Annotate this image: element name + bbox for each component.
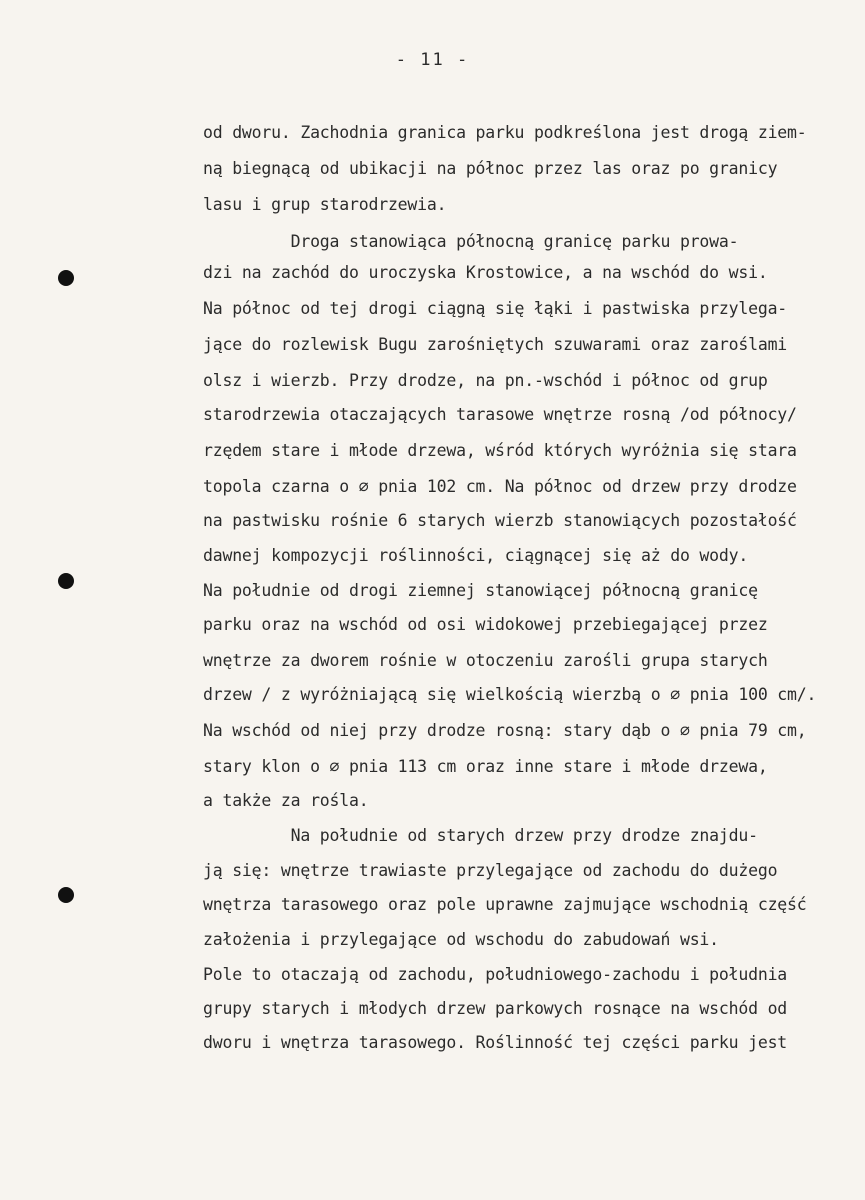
- text-line: od dworu. Zachodnia granica parku podkreślona jest drogą ziem-: [203, 123, 807, 142]
- text-line: rzędem stare i młode drzewa, wśród których wyróżnia się stara: [203, 441, 797, 460]
- text-line: Na północ od tej drogi ciągną się łąki i pastwiska przylega-: [203, 299, 788, 318]
- punch-hole-middle: [58, 573, 74, 589]
- text-line: na pastwisku rośnie 6 starych wierzb stanowiących pozostałość: [203, 511, 797, 530]
- text-line: parku oraz na wschód od osi widokowej przebiegającej przez: [203, 615, 768, 634]
- text-line: Na południe od drogi ziemnej stanowiącej północną granicę: [203, 581, 758, 600]
- text-line: dworu i wnętrza tarasowego. Roślinność tej części parku jest: [203, 1033, 788, 1052]
- text-line: dzi na zachód do uroczyska Krostowice, a na wschód do wsi.: [203, 263, 768, 282]
- text-line: stary klon o ∅ pnia 113 cm oraz inne stare i młode drzewa,: [203, 757, 768, 776]
- page-number: - 11 -: [395, 50, 470, 70]
- text-line: dawnej kompozycji roślinności, ciągnącej się aż do wody.: [203, 546, 749, 565]
- text-line: drzew / z wyróżniającą się wielkością wierzbą o ∅ pnia 100 cm/.: [203, 685, 817, 704]
- text-line: Pole to otaczają od zachodu, południowego-zachodu i południa: [203, 965, 788, 984]
- text-line: założenia i przylegające od wschodu do zabudowań wsi.: [203, 930, 719, 949]
- text-line: wnętrza tarasowego oraz pole uprawne zajmujące wschodnią część: [203, 895, 807, 914]
- text-line: wnętrze za dworem rośnie w otoczeniu zarośli grupa starych: [203, 651, 768, 670]
- text-line: grupy starych i młodych drzew parkowych rosnące na wschód od: [203, 999, 788, 1018]
- text-line: starodrzewia otaczających tarasowe wnętrze rosną /od północy/: [203, 405, 797, 424]
- text-line: topola czarna o ∅ pnia 102 cm. Na północ od drzew przy drodze: [203, 477, 797, 496]
- text-line: olsz i wierzb. Przy drodze, na pn.-wschód i północ od grup: [203, 371, 768, 390]
- text-line: ją się: wnętrze trawiaste przylegające od zachodu do dużego: [203, 861, 778, 880]
- text-line: Na południe od starych drzew przy drodze znajdu-: [203, 826, 758, 845]
- punch-hole-bottom: [58, 887, 74, 903]
- punch-hole-top: [58, 270, 74, 286]
- text-line: a także za rośla.: [203, 791, 369, 810]
- text-line: Na wschód od niej przy drodze rosną: stary dąb o ∅ pnia 79 cm,: [203, 721, 807, 740]
- text-line: jące do rozlewisk Bugu zarośniętych szuwarami oraz zaroślami: [203, 335, 788, 354]
- text-line: lasu i grup starodrzewia.: [203, 195, 447, 214]
- text-line: Droga stanowiąca północną granicę parku prowa-: [203, 232, 739, 251]
- text-line: ną biegnącą od ubikacji na północ przez las oraz po granicy: [203, 159, 778, 178]
